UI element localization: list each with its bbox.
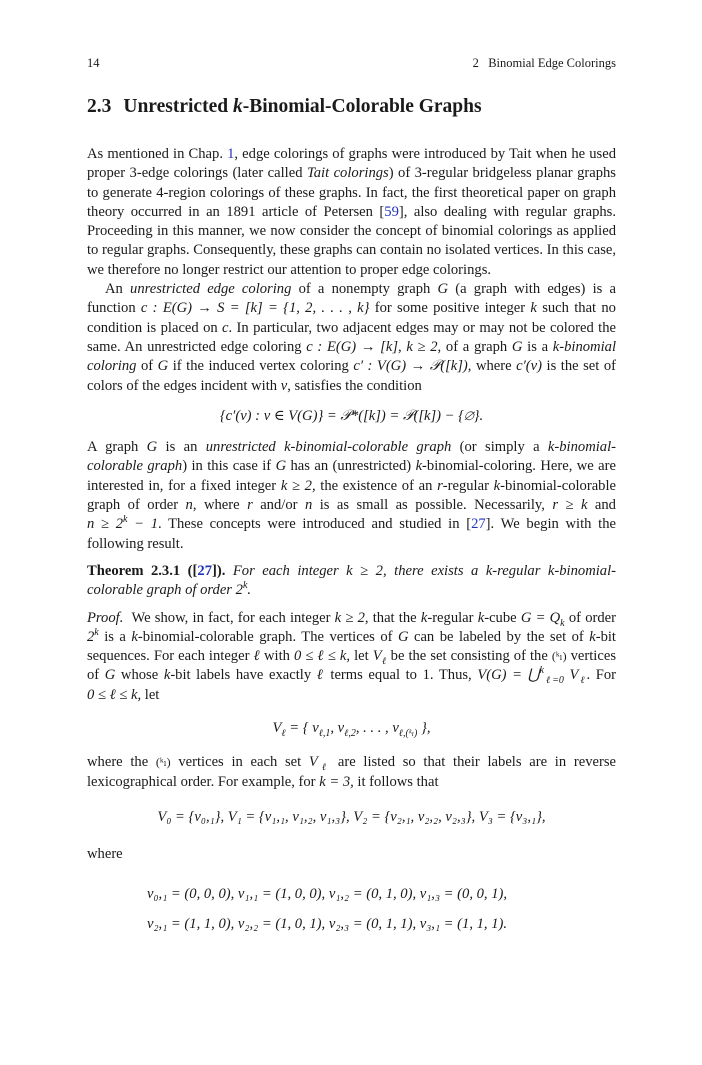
where-word: where [87,846,123,863]
theorem-statement: For each integer k ≥ 2, there exists a k-regular k-binomial-colorable graph of order 2$^k$. [87,562,616,599]
display-equation-3: V₀ = {v₀,₁}, V₁ = {v₁,₁, v₁,₂, v₁,₃}, V₂ = {v₂,₁, v₂,₂, v₂,₃}, V₃ = {v₃,₁}, [157,808,546,825]
vertex-label-line-2: v₂,₁ = (1, 1, 0), v₂,₂ = (1, 0, 1), v₂,₃ = (0, 1, 1), v₃,₁ = (1, 1, 1). [147,915,508,932]
display-equation-1: {c′(v) : v ∈ V(G)} = 𝒫*([k]) = 𝒫([k]) − {∅}. [219,407,484,424]
vertex-label-line-1: v₀,₁ = (0, 0, 0), v₁,₁ = (1, 0, 0), v₁,₂ = (0, 1, 0), v₁,₃ = (0, 0, 1), [147,885,508,902]
body-text [87,145,616,939]
section-title-var: k [232,96,243,117]
proof-paragraph: Proof. We show, in fact, for each integer k ≥ 2, that the k-regular k-cube $G = Q_k$ of order 2$^k$ is a k-binomial-colorable graph. The vertices of G can be labeled by the set of k-bit sequences. For each integer ℓ with 0 ≤ ℓ ≤ k, let $V_\ell$ be the set consisting of the (ᵏₗ) vertices of G whose k-bit labels have exactly ℓ terms equal to 1. Thus, V(G) = ⋃$^k_{\ell=0}$ $V_\ell$. For 0 ≤ ℓ ≤ k, let [87,609,616,703]
paragraph-3: A graph G is an unrestricted k-binomial-colorable graph (or simply a k-binomial-colorable graph) in this case if G has an (unrestricted) k-binomial-coloring. Here, we are interested in, for a fixed integer k ≥ 2, the existence of an r-regular k-binomial-colorable graph of order n, where r and/or n is as small as possible. Necessarily, r ≥ k and $n \ge 2^k - 1$. These concepts were introduced and studied in [27]. We begin with the following result. [87,439,617,552]
section-title-pre: Unrestricted [123,96,233,117]
page-number: 14 [87,56,100,70]
section-heading [87,96,482,118]
paragraph-1: As mentioned in Chap. 1, edge colorings of graphs were introduced by Tait when he used proper 3-edge colorings (later called Tait colorings) of 3-regular bridgeless planar graphs to generate 4-region colorings of these graphs. In fact, the first theoretical paper on graph theory occurred in an 1891 article of Petersen [59], also dealing with regular graphs. Proceeding in this manner, we now consider the concept of binomial colorings as applied to regular graphs. Consequently, these graphs can contain no isolated vertices. In this case, we therefore no longer restrict our attention to proper edge colorings. [87,146,616,278]
theorem-label: Theorem 2.3.1 [87,562,181,579]
chapter-ref-link[interactable]: 1 [227,146,235,162]
theorem-citation-link[interactable]: 27 [197,562,212,579]
display-equation-2: $V_\ell$ = { $v_{\ell,1}$, $v_{\ell,2}$, . . . , $v_{\ell,(ᵏ_l)}$ }, [272,720,431,739]
display-equation-4 [147,879,616,939]
section-title-post: -Binomial-Colorable Graphs [242,96,482,117]
binomial-coefficient: (ᵏₗ) [551,649,567,664]
paragraph-4: where the (ᵏₗ) vertices in each set $V_\ell$ are listed so that their labels are in reverse lexicographical order. For example, for k = 3, it follows that [87,754,616,790]
citation-link-27[interactable]: 27 [471,516,486,533]
paragraph-2: An unrestricted edge coloring of a nonempty graph G (a graph with edges) is a function c : E(G) → S = [k] = {1, 2, . . . , k} for some positive integer k such that no condition is placed on c. In particular, two adjacent edges may or may not be colored the same. An unrestricted edge coloring c : E(G) → [k], k ≥ 2, of a graph G is a k-binomial coloring of G if the induced vertex coloring c′ : V(G) → 𝒫([k]), where c′(v) is the set of colors of the edges incident with v, satisfies the condition [87,281,616,394]
citation-link-59[interactable]: 59 [384,203,399,220]
theorem-2-3-1: Theorem 2.3.1 ([27]). For each integer k ≥ 2, there exists a k-regular k-binomial-colorable graph of order 2$^k$. [87,562,616,599]
section-number: 2.3 [87,96,112,117]
running-head: 2 Binomial Edge Colorings [472,56,616,70]
proof-label: Proof. [87,609,124,626]
